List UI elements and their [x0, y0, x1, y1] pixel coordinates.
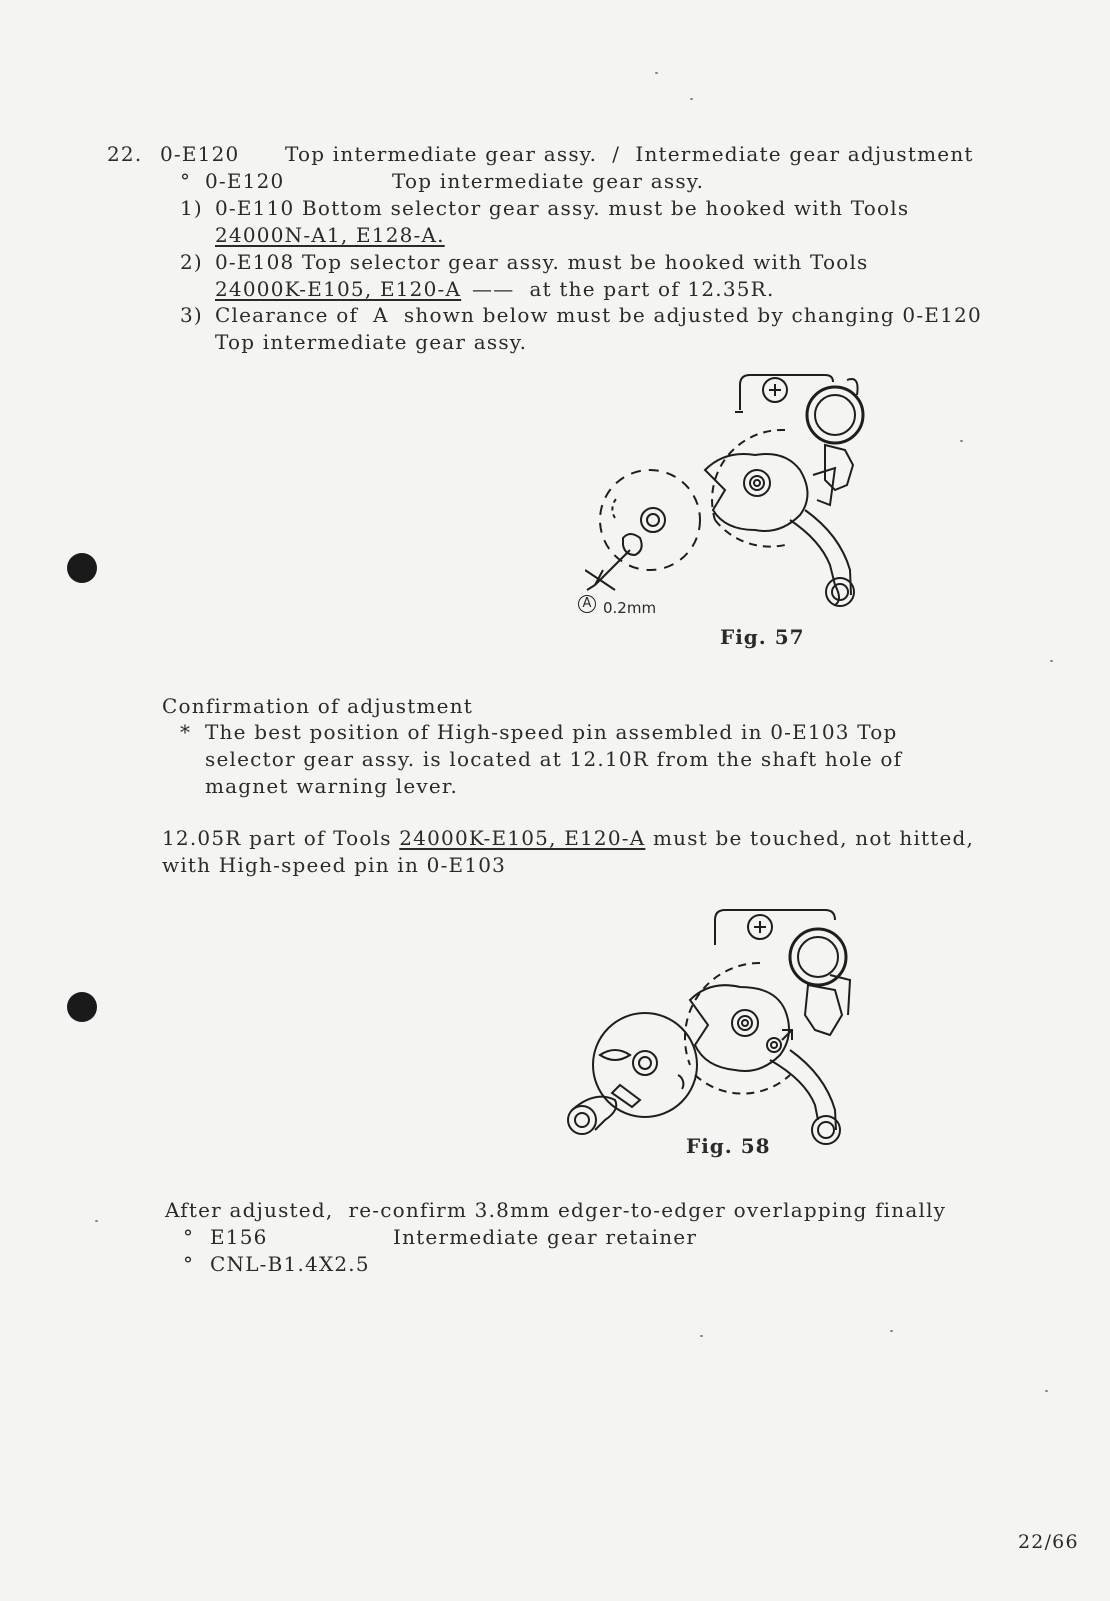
scan-speck	[890, 1330, 893, 1332]
binder-hole-bottom	[67, 992, 97, 1022]
figure-57-drawing	[585, 370, 885, 630]
after-item-2-code: CNL-B1.4X2.5	[210, 1252, 370, 1276]
after-item-1-bullet: °	[183, 1225, 195, 1249]
part-code: 0-E120	[205, 169, 285, 193]
step-2-text: 0-E108 Top selector gear assy. must be hooked with Tools	[215, 250, 869, 274]
step-1-tools: 24000N-A1, E128-A.	[215, 223, 445, 247]
confirmation-line-2: selector gear assy. is located at 12.10R from the shaft hole of	[205, 747, 903, 771]
step-2-number: 2)	[180, 250, 203, 274]
page-number: 22/66	[1018, 1531, 1079, 1553]
after-item-2-bullet: °	[183, 1252, 195, 1276]
after-item-1-name: Intermediate gear retainer	[393, 1225, 698, 1249]
fig57-caption: Fig. 57	[720, 625, 805, 649]
fig58-caption: Fig. 58	[686, 1134, 771, 1158]
scan-speck	[95, 1220, 98, 1222]
part-bullet: °	[180, 169, 192, 193]
confirmation-heading: Confirmation of adjustment	[162, 694, 474, 718]
touch-prefix: 12.05R part of Tools	[162, 826, 400, 850]
section-number: 22.	[107, 142, 143, 166]
step-1-number: 1)	[180, 196, 203, 220]
step-2-tools: 24000K-E105, E120-A	[215, 277, 462, 301]
figure-58-drawing	[560, 905, 860, 1155]
touch-suffix: must be touched, not hitted,	[645, 826, 975, 850]
after-item-1-code: E156	[210, 1225, 268, 1249]
scan-speck	[700, 1335, 703, 1337]
scan-speck	[1050, 660, 1053, 662]
step-1-text: 0-E110 Bottom selector gear assy. must be hooked with Tools	[215, 196, 910, 220]
step-3-text-cont: Top intermediate gear assy.	[215, 330, 528, 354]
part-name: Top intermediate gear assy.	[392, 169, 705, 193]
section-code: 0-E120	[160, 142, 240, 166]
confirmation-line-1: The best position of High-speed pin assembled in 0-E103 Top	[205, 720, 898, 744]
scan-speck	[690, 98, 693, 100]
after-adjusted-line: After adjusted, re-confirm 3.8mm edger-to-edger overlapping finally	[165, 1198, 947, 1222]
binder-hole-top	[67, 553, 97, 583]
touch-tools: 24000K-E105, E120-A	[399, 826, 646, 850]
scan-speck	[960, 440, 963, 442]
confirmation-line-3: magnet warning lever.	[205, 774, 459, 798]
touch-note-line-2: with High-speed pin in 0-E103	[162, 853, 507, 877]
step-3-number: 3)	[180, 303, 203, 327]
step-3-text: Clearance of A shown below must be adjusted by changing 0-E120	[215, 303, 982, 327]
scan-speck	[655, 72, 658, 74]
section-title: Top intermediate gear assy. / Intermediate gear adjustment	[285, 142, 974, 166]
fig57-callout-value: 0.2mm	[603, 599, 657, 617]
scan-speck	[1045, 1390, 1048, 1392]
fig57-callout-letter: A	[578, 595, 596, 613]
step-2-tail: —— at the part of 12.35R.	[472, 277, 775, 301]
confirmation-star: *	[180, 720, 192, 744]
touch-note-line-1	[162, 826, 974, 850]
